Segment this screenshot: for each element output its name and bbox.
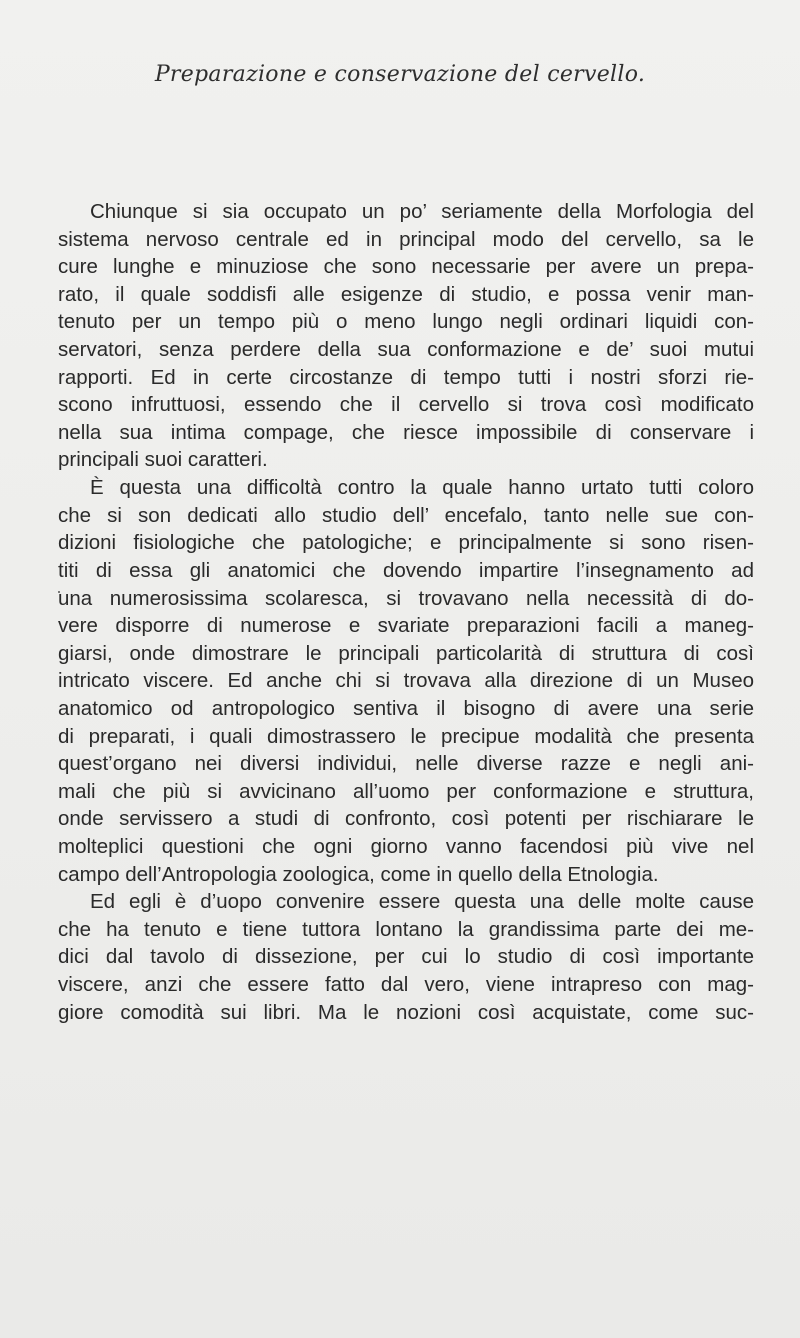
text-line: rato, il quale soddisfi alle esigenze di studio, e possa venir man-: [58, 282, 754, 306]
text-line: giarsi, onde dimostrare le principali particolarità di struttura di così: [58, 641, 754, 665]
text-line: tenuto per un tempo più o meno lungo negli ordinari liquidi con-: [58, 310, 754, 334]
text-line: dici dal tavolo di dissezione, per cui lo studio di così importante: [58, 945, 754, 969]
text-line: servatori, senza perdere della sua conformazione e de’ suoi mutui: [58, 338, 754, 362]
body-text: [58, 198, 754, 1026]
text-line: dizioni fisiologiche che patologiche; e principalmente si sono risen-: [58, 531, 754, 555]
page-title: Preparazione e conservazione del cervello.: [154, 62, 646, 87]
text-line: sistema nervoso centrale ed in principal modo del cervello, sa le: [58, 227, 754, 251]
text-line: È questa una difficoltà contro la quale hanno urtato tutti coloro: [90, 476, 754, 500]
text-line: Chiunque si sia occupato un po’ seriamente della Morfologia del: [90, 200, 754, 223]
text-line: che si son dedicati allo studio dell’ encefalo, tanto nelle sue con-: [58, 503, 754, 527]
text-line: mali che più si avvicinano all’uomo per conformazione e struttura,: [58, 779, 754, 803]
text-line: molteplici questioni che ogni giorno vanno facendosi più vive nel: [58, 835, 754, 859]
text-line: che ha tenuto e tiene tuttora lontano la grandissima parte dei me-: [58, 917, 754, 941]
text-line: viscere, anzi che essere fatto dal vero, viene intrapreso con mag-: [58, 973, 754, 997]
text-line: onde servissero a studi di confronto, così potenti per rischiarare le: [58, 807, 754, 831]
text-line: cure lunghe e minuziose che sono necessarie per avere un prepa-: [58, 255, 754, 279]
text-line: campo dell’Antropologia zoologica, come in quello della Etnologia.: [58, 862, 659, 886]
text-line: intricato viscere. Ed anche chi si trovava alla direzione di un Museo: [58, 669, 754, 693]
text-line: anatomico od antropologico sentiva il bisogno di avere una serie: [58, 696, 754, 720]
text-line: di preparati, i quali dimostrassero le precipue modalità che presenta: [58, 724, 754, 748]
text-line: vere disporre di numerose e svariate preparazioni facili a maneg-: [58, 614, 754, 638]
text-line: rapporti. Ed in certe circostanze di tempo tutti i nostri sforzi rie-: [58, 365, 754, 389]
text-line: titi di essa gli anatomici che dovendo impartire l’insegnamento ad: [58, 558, 754, 582]
text-line: scono infruttuosi, essendo che il cervello si trova così modificato: [58, 393, 754, 417]
text-line: giore comodità sui libri. Ma le nozioni così acquistate, come suc-: [58, 1000, 754, 1024]
text-line: nella sua intima compage, che riesce impossibile di conservare i: [58, 420, 754, 444]
text-line: Ed egli è d’uopo convenire essere questa una delle molte cause: [90, 890, 754, 914]
text-line: principali suoi caratteri.: [58, 448, 268, 472]
text-line: quest’organo nei diversi individui, nelle diverse razze e negli ani-: [58, 752, 754, 776]
text-line: una numerosissima scolaresca, si trovavano nella necessità di do-: [58, 586, 754, 610]
